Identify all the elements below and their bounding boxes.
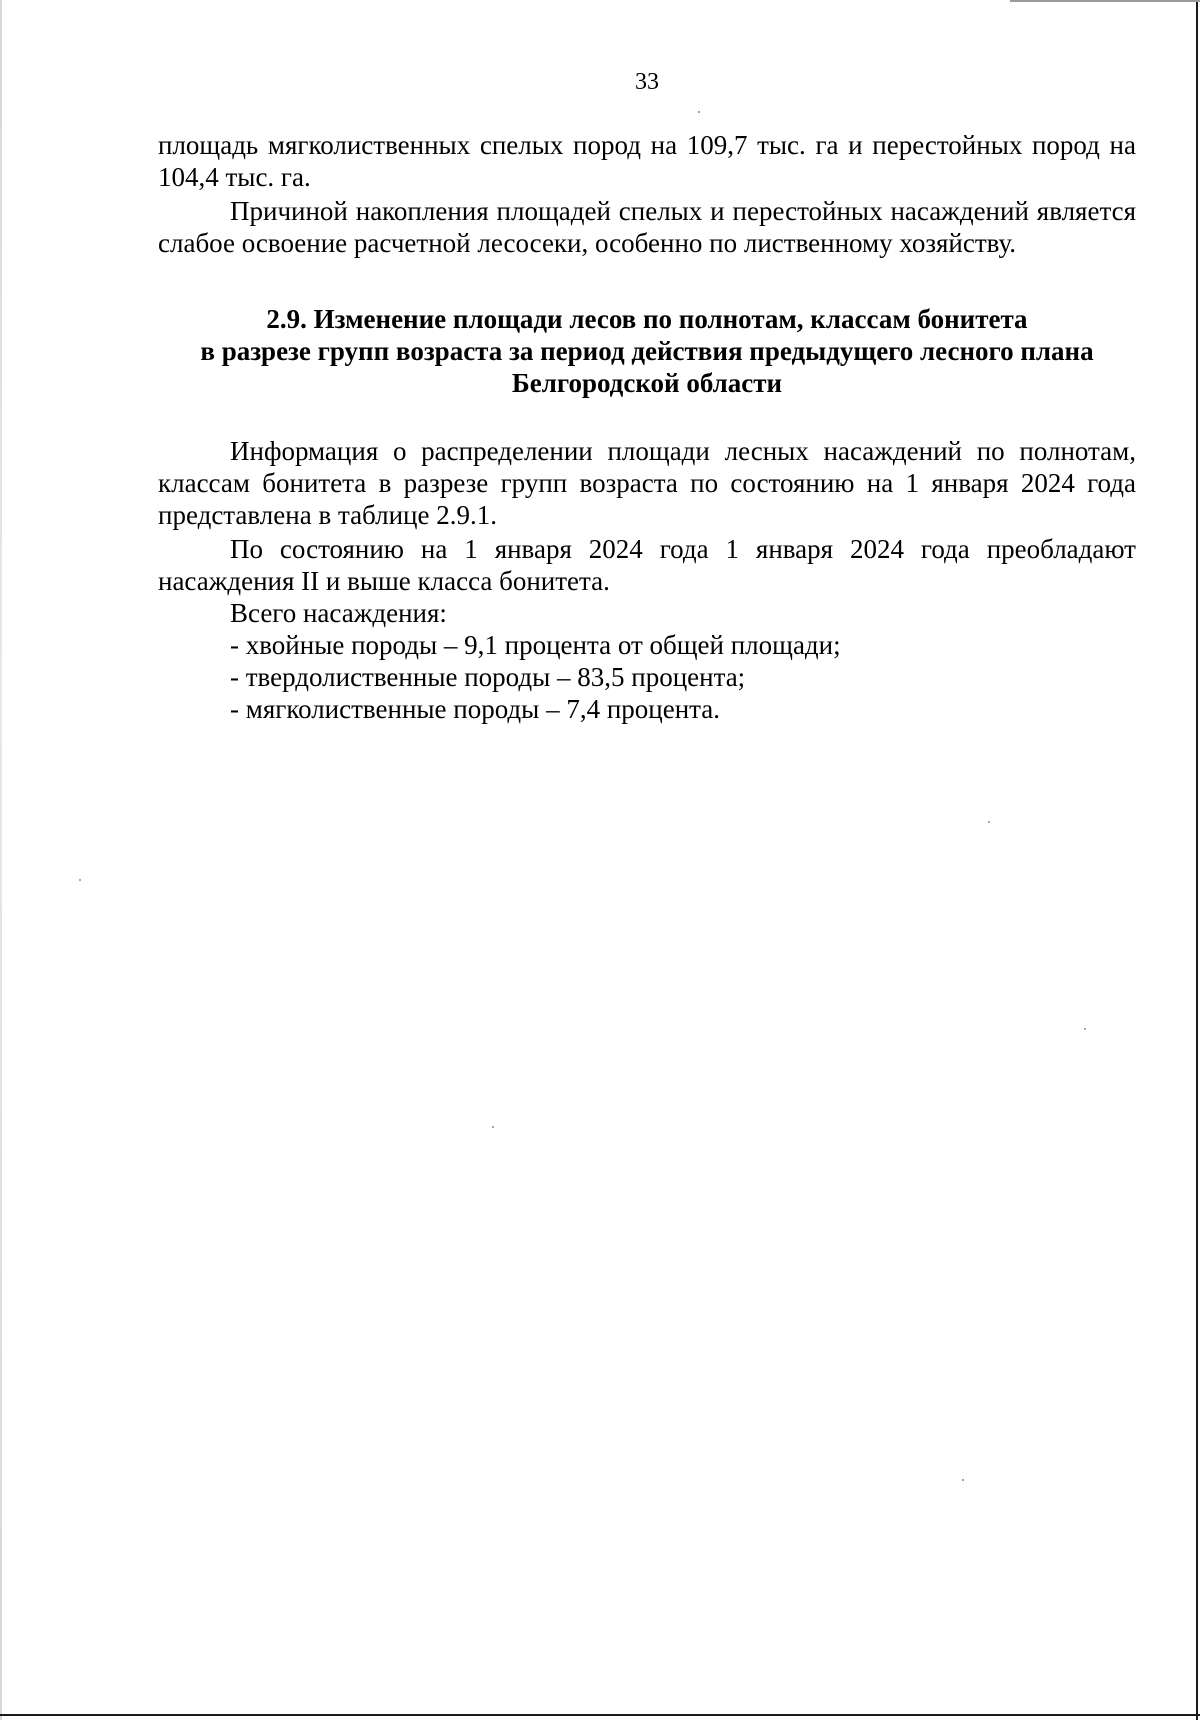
document-body: [158, 129, 1136, 725]
list-item: - твердолиственные породы – 83,5 процента;: [230, 662, 746, 692]
scan-speck: [79, 879, 81, 881]
scan-edge-top: [1010, 0, 1200, 2]
paragraph: Информация о распределении площади лесных насаждений по полнотам, классам бонитета в разрезе групп возраста по состоянию на 1 января 2024 года представлена в таблице 2.9.1.: [158, 436, 1136, 530]
scan-speck: [962, 1479, 964, 1481]
section-heading: [158, 303, 1136, 399]
scan-edge-left: [0, 0, 2, 1720]
scan-speck: [698, 111, 700, 113]
list-item: - мягколиственные породы – 7,4 процента.: [230, 694, 721, 724]
section-heading-line: в разрезе групп возраста за период действия предыдущего лесного плана: [200, 336, 1094, 366]
section-heading-line: Белгородской области: [511, 368, 783, 398]
paragraph: Причиной накопления площадей спелых и перестойных насаждений является слабое освоение расчетной лесосеки, особенно по лиственному хозяйству.: [158, 196, 1136, 258]
paragraph: площадь мягколиственных спелых пород на 109,7 тыс. га и перестойных пород на 104,4 тыс. га.: [158, 130, 1136, 192]
list-item: - хвойные породы – 9,1 процента от общей площади;: [230, 630, 841, 660]
paragraph: По состоянию на 1 января 2024 года 1 января 2024 года преобладают насаждения II и выше класса бонитета.: [158, 534, 1136, 596]
scan-speck: [988, 821, 990, 823]
section-heading-line: 2.9. Изменение площади лесов по полнотам, классам бонитета: [266, 304, 1028, 334]
scan-speck: [492, 1126, 494, 1128]
scan-edge-bottom: [0, 1714, 1200, 1716]
scan-speck: [1084, 1028, 1086, 1030]
total-label: Всего насаждения:: [230, 598, 447, 628]
scan-edge-right: [1196, 0, 1198, 1720]
page-number: 33: [635, 69, 659, 95]
